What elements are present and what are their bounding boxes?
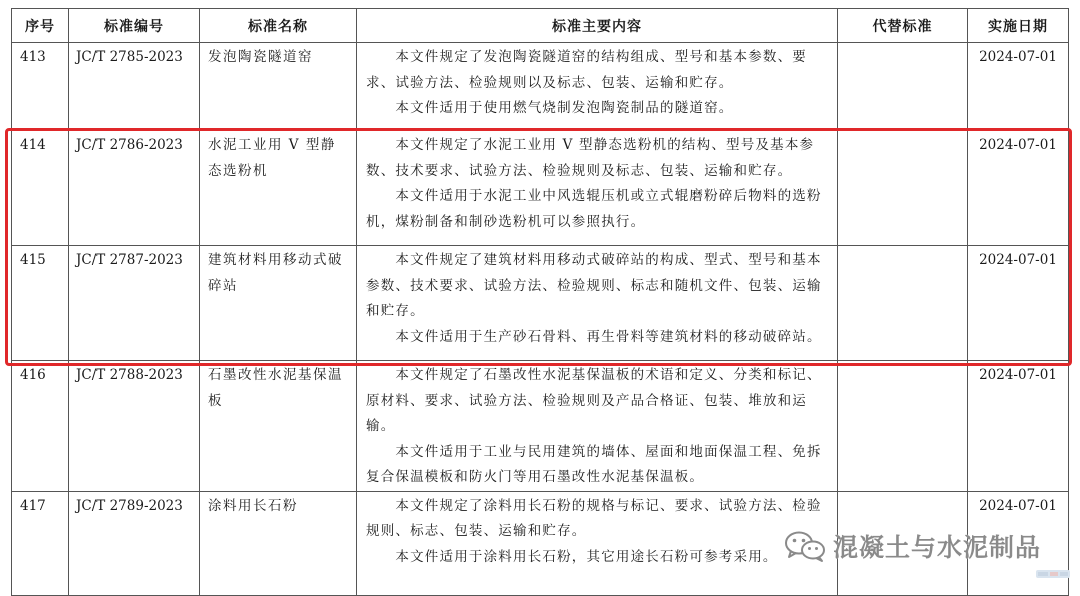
replaced-standard — [838, 492, 967, 494]
header-name: 标准名称 — [200, 9, 357, 43]
table-header-row — [12, 9, 1069, 43]
site-logo-icon — [1036, 568, 1070, 580]
standard-code: JC/T 2785-2023 — [76, 49, 183, 65]
replaced-standard — [838, 246, 967, 248]
standard-code: JC/T 2788-2023 — [76, 367, 183, 383]
header-date: 实施日期 — [968, 9, 1069, 43]
effective-date: 2024-07-01 — [979, 137, 1057, 153]
table-row — [12, 246, 1069, 361]
standard-content: 本文件规定了建筑材料用移动式破碎站的构成、型式、型号和基本参数、技术要求、试验方法、检验规则、标志和随机文件、包装、运输和贮存。 本文件适用于生产砂石骨料、再生骨料等建筑材料的移动破碎站。 — [366, 252, 822, 345]
standard-code: JC/T 2786-2023 — [76, 137, 183, 153]
header-replaces: 代替标准 — [838, 9, 968, 43]
standard-content: 本文件规定了石墨改性水泥基保温板的术语和定义、分类和标记、原材料、要求、试验方法、检验规则及产品合格证、包装、堆放和运输。 本文件适用于工业与民用建筑的墙体、屋面和地面保温工程、免拆复合保温模板和防火门等用石墨改性水泥基保温板。 — [366, 367, 822, 485]
effective-date: 2024-07-01 — [979, 252, 1057, 268]
table-row — [12, 361, 1069, 492]
replaced-standard — [838, 43, 967, 45]
standard-name: 涂料用长石粉 — [208, 497, 298, 514]
standards-table — [11, 8, 1069, 596]
row-number: 416 — [20, 367, 46, 383]
standard-name: 水泥工业用 V 型静态选粉机 — [208, 137, 336, 179]
table-row — [12, 131, 1069, 246]
wechat-icon — [783, 529, 827, 563]
row-number: 415 — [20, 252, 46, 268]
effective-date: 2024-07-01 — [979, 49, 1057, 65]
effective-date: 2024-07-01 — [979, 497, 1057, 514]
standard-content: 本文件规定了涂料用长石粉的规格与标记、要求、试验方法、检验规则、标志、包装、运输和贮存。 本文件适用于涂料用长石粉，其它用途长石粉可参考采用。 — [366, 497, 822, 565]
replaced-standard — [838, 361, 967, 363]
standard-code: JC/T 2787-2023 — [76, 252, 183, 268]
standard-content: 本文件规定了发泡陶瓷隧道窑的结构组成、型号和基本参数、要求、试验方法、检验规则以及标志、包装、运输和贮存。 本文件适用于使用燃气烧制发泡陶瓷制品的隧道窑。 — [366, 49, 807, 116]
effective-date: 2024-07-01 — [979, 367, 1057, 383]
row-number: 414 — [20, 137, 46, 153]
header-content: 标准主要内容 — [357, 9, 838, 43]
standard-name: 发泡陶瓷隧道窑 — [208, 49, 313, 65]
standard-name: 建筑材料用移动式破碎站 — [208, 252, 343, 294]
standard-content: 本文件规定了水泥工业用 V 型静态选粉机的结构、型号及基本参数、技术要求、试验方法、检验规则及标志、包装、运输和贮存。 本文件适用于水泥工业中风选辊压机或立式辊磨粉碎后物料的选粉机，煤粉制备和制砂选粉机可以参照执行。 — [366, 137, 822, 230]
row-number: 413 — [20, 49, 46, 65]
row-number: 417 — [20, 497, 46, 514]
watermark — [783, 528, 1041, 564]
table-row — [12, 43, 1069, 131]
header-code: 标准编号 — [69, 9, 200, 43]
standard-name: 石墨改性水泥基保温板 — [208, 367, 343, 409]
standard-code: JC/T 2789-2023 — [76, 497, 183, 514]
watermark-text: 混凝土与水泥制品 — [833, 533, 1042, 562]
header-no: 序号 — [12, 9, 69, 43]
replaced-standard — [838, 131, 967, 133]
